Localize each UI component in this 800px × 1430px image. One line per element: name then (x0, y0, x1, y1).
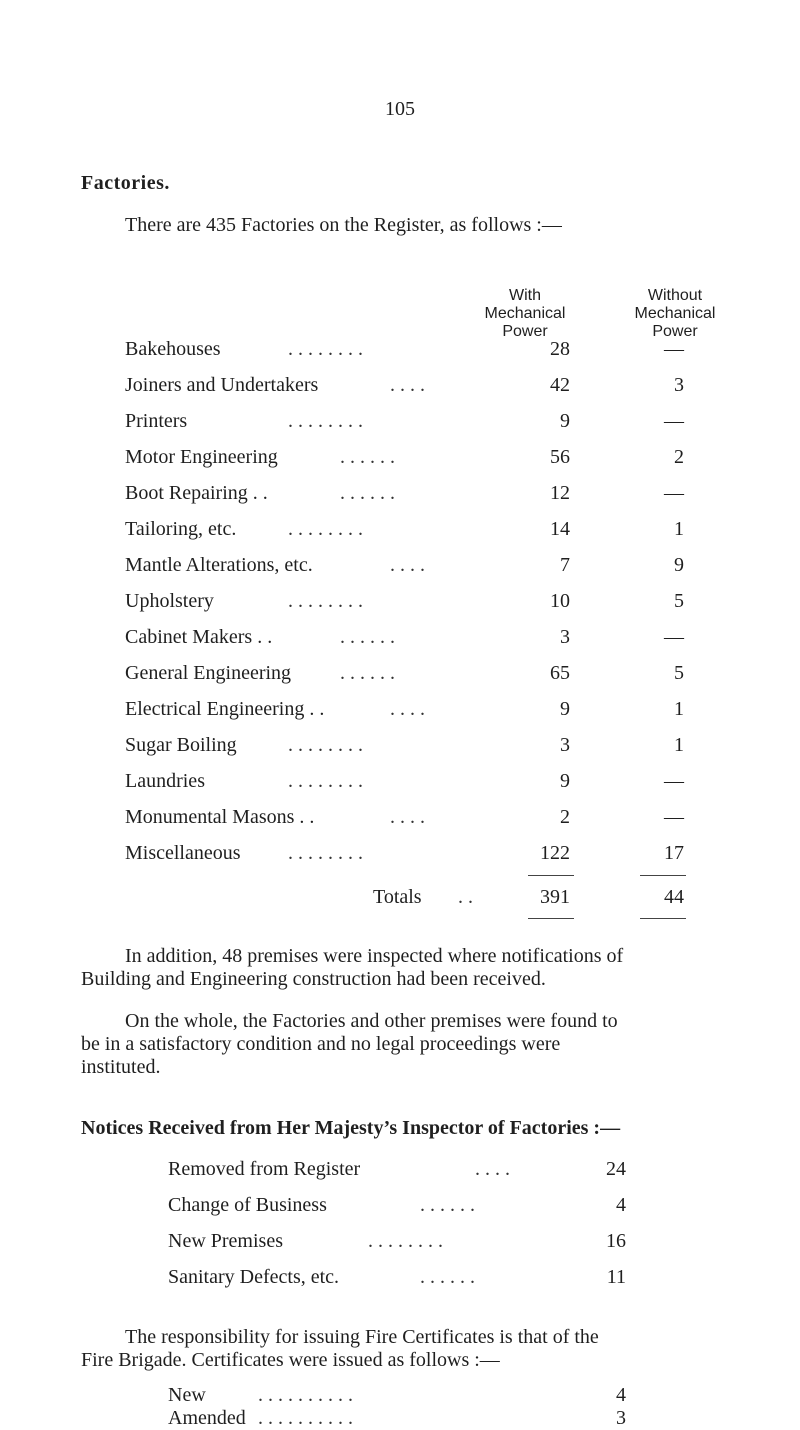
header-line: Mechanical (484, 305, 566, 322)
total-rule-with (528, 918, 574, 919)
paragraph-condition-end: instituted. (81, 1056, 161, 1078)
table-row-label: Sugar Boiling (125, 734, 237, 756)
table-row-label: Laundries (125, 770, 205, 792)
notice-value: 11 (606, 1266, 626, 1288)
table-cell-with: 14 (550, 518, 570, 540)
paragraph-inspections-cont: Building and Engineering construction had been received. (81, 968, 546, 990)
table-cell-without: — (664, 806, 684, 828)
header-line: Without (647, 287, 703, 304)
table-cell-with: 65 (550, 662, 570, 684)
header-line: Power (502, 323, 548, 340)
notice-label: New Premises (168, 1230, 283, 1252)
table-cell-without: 9 (674, 554, 684, 576)
header-line: Power (652, 323, 698, 340)
notice-value: 16 (606, 1230, 626, 1252)
leader-dots: . . . . (390, 374, 425, 396)
table-row-label: Cabinet Makers . . (125, 626, 273, 648)
notice-label: Sanitary Defects, etc. (168, 1266, 340, 1288)
table-cell-with: 12 (550, 482, 570, 504)
table-cell-with: 7 (560, 554, 570, 576)
column-header-with-mechanical-power (460, 287, 590, 341)
table-cell-with: 56 (550, 446, 570, 468)
table-cell-with: 9 (560, 770, 570, 792)
notice-value: 4 (616, 1194, 626, 1216)
table-cell-without: 2 (674, 446, 684, 468)
table-row-label: Upholstery (125, 590, 214, 612)
certificate-label: New (168, 1384, 206, 1406)
total-with: 391 (540, 886, 570, 908)
section-heading: Factories. (81, 172, 170, 194)
leader-dots: . . . . (475, 1158, 510, 1180)
page-number: 105 (385, 98, 415, 120)
table-row-label: Printers (125, 410, 188, 432)
leader-dots: . . . . (390, 554, 425, 576)
certificate-value: 4 (616, 1384, 626, 1406)
table-row-label: General Engineering (125, 662, 292, 684)
table-cell-with: 3 (560, 734, 570, 756)
leader-dots: . . . . . . . . (288, 338, 363, 360)
notice-label: Removed from Register (168, 1158, 361, 1180)
table-cell-without: 3 (674, 374, 684, 396)
table-cell-with: 10 (550, 590, 570, 612)
leader-dots: . . . . . . . . (288, 770, 363, 792)
leader-dots: . . . . . . . . (288, 734, 363, 756)
table-cell-without: 1 (674, 698, 684, 720)
notice-label: Change of Business (168, 1194, 327, 1216)
table-cell-without: 1 (674, 518, 684, 540)
leader-dots: . . . . . . . . (288, 410, 363, 432)
table-cell-without: 17 (664, 842, 684, 864)
leader-dots: . . . . (390, 698, 425, 720)
paragraph-fire-certificates-cont: Fire Brigade. Certificates were issued as follows :— (81, 1349, 500, 1371)
table-row-label: Joiners and Undertakers (125, 374, 319, 396)
table-row-label: Motor Engineering (125, 446, 278, 468)
header-line: With (509, 287, 541, 304)
table-row-label: Mantle Alterations, etc. (125, 554, 313, 576)
table-row-label: Miscellaneous (125, 842, 241, 864)
paragraph-fire-certificates: The responsibility for issuing Fire Certificates is that of the (125, 1326, 599, 1348)
leader-dots: . . . . . . (420, 1266, 475, 1288)
paragraph-condition: On the whole, the Factories and other premises were found to (125, 1010, 618, 1032)
table-cell-without: — (664, 410, 684, 432)
column-header-without-mechanical-power (610, 287, 740, 341)
table-cell-with: 9 (560, 698, 570, 720)
table-row-label: Electrical Engineering . . (125, 698, 325, 720)
paragraph-condition-cont: be in a satisfactory condition and no legal proceedings were (81, 1033, 561, 1055)
table-cell-with: 3 (560, 626, 570, 648)
leader-dots: . . . . (390, 806, 425, 828)
table-cell-without: 5 (674, 590, 684, 612)
leader-dots: . . . . . . (340, 482, 395, 504)
paragraph-inspections: In addition, 48 premises were inspected where notifications of (125, 945, 624, 967)
table-row-label: Boot Repairing . . (125, 482, 268, 504)
leader-dots: . . . . . . . . . . (258, 1384, 353, 1406)
table-row-label: Tailoring, etc. (125, 518, 237, 540)
table-cell-without: 5 (674, 662, 684, 684)
table-cell-with: 2 (560, 806, 570, 828)
leader-dots: . . . . . . (340, 662, 395, 684)
table-cell-without: 1 (674, 734, 684, 756)
table-cell-without: — (664, 626, 684, 648)
table-cell-with: 42 (550, 374, 570, 396)
leader-dots: . . . . . . (340, 626, 395, 648)
certificate-value: 3 (616, 1407, 626, 1429)
leader-dots: . . . . . . (420, 1194, 475, 1216)
totals-label: Totals (373, 886, 422, 908)
subtotal-rule-with (528, 875, 574, 876)
total-rule-without (640, 918, 686, 919)
notices-heading: Notices Received from Her Majesty’s Inspector of Factories :— (81, 1117, 621, 1139)
leader-dots: . . . . . . (340, 446, 395, 468)
leader-dots: . . . . . . . . (288, 842, 363, 864)
table-cell-with: 122 (540, 842, 570, 864)
leader-dots: . . . . . . . . . . (258, 1407, 353, 1429)
table-cell-without: — (664, 338, 684, 360)
leader-dots: . . . . . . . . (288, 518, 363, 540)
leader-dots: . . (458, 886, 473, 908)
certificate-label: Amended (168, 1407, 246, 1429)
total-without: 44 (664, 886, 684, 908)
header-line: Mechanical (634, 305, 716, 322)
leader-dots: . . . . . . . . (368, 1230, 443, 1252)
table-cell-without: — (664, 482, 684, 504)
table-row-label: Bakehouses (125, 338, 221, 360)
subtotal-rule-without (640, 875, 686, 876)
table-cell-with: 9 (560, 410, 570, 432)
notice-value: 24 (606, 1158, 626, 1180)
leader-dots: . . . . . . . . (288, 590, 363, 612)
table-cell-without: — (664, 770, 684, 792)
intro-text: There are 435 Factories on the Register, as follows :— (125, 214, 562, 236)
table-row-label: Monumental Masons . . (125, 806, 315, 828)
table-cell-with: 28 (550, 338, 570, 360)
